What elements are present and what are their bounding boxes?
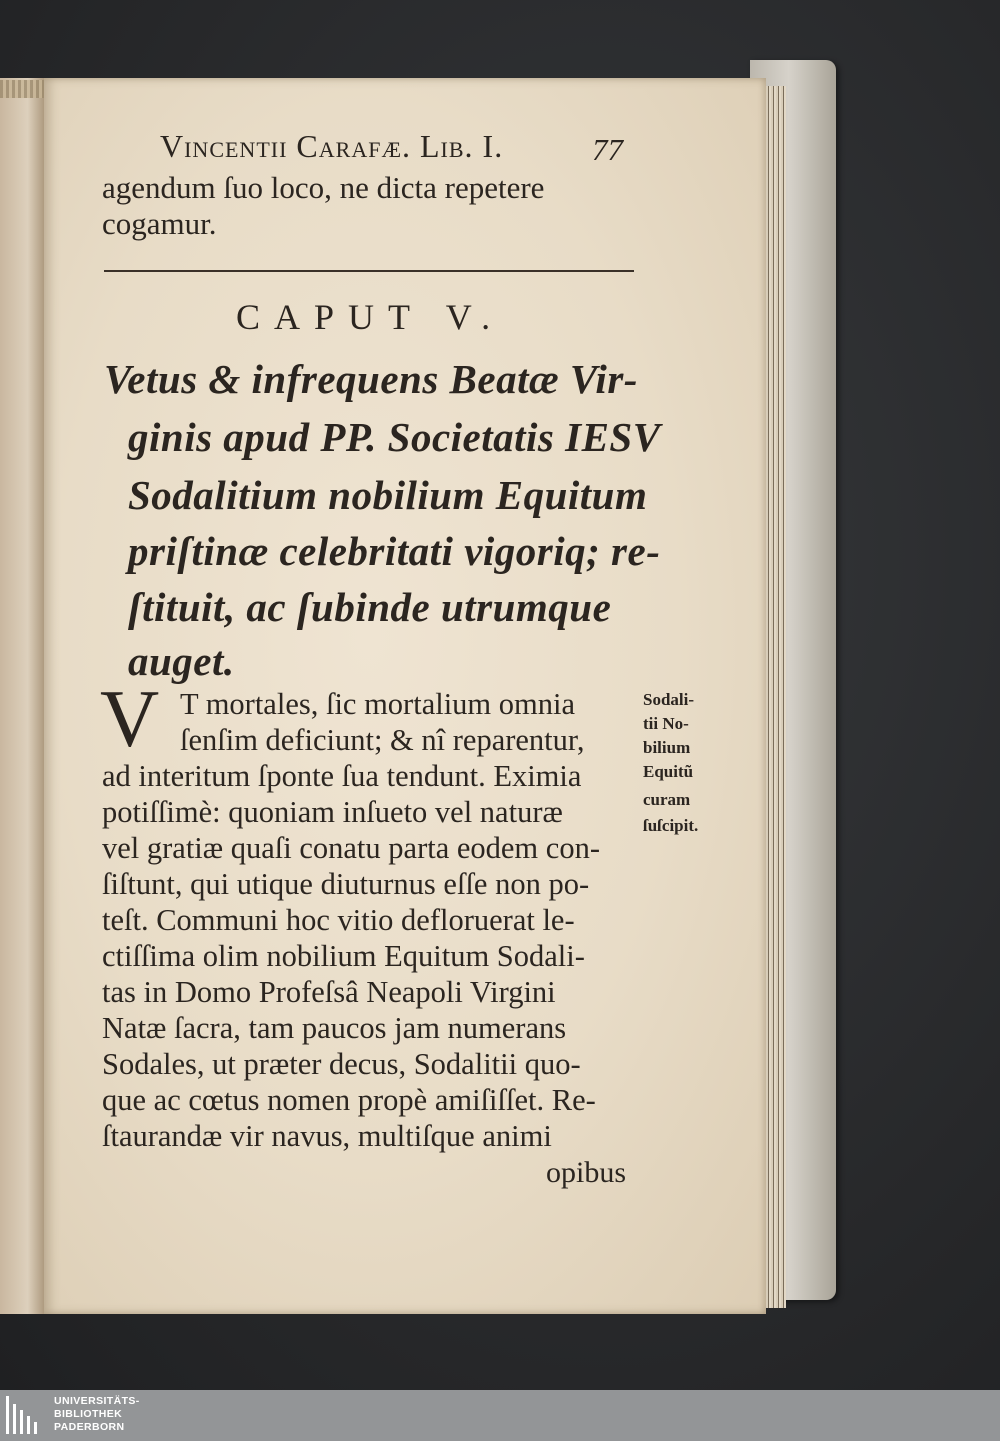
text-line: vel gratiæ quaſi conatu parta eodem con- <box>102 831 600 865</box>
library-name-line: PADERBORN <box>54 1421 125 1433</box>
text-line: teſt. Communi hoc vitio defloruerat le- <box>102 903 575 937</box>
section-rule <box>104 270 634 272</box>
marginal-note-line: Sodali- <box>643 690 695 709</box>
text-line: ſtaurandæ vir navus, multiſque animi <box>102 1119 552 1153</box>
running-head: Vincentii Carafæ. Lib. I. <box>160 128 504 164</box>
catchword: opibus <box>546 1156 627 1189</box>
chapter-title-line: Sodalitium nobilium Equitum <box>128 472 648 518</box>
text-line: ſenſim deficiunt; & nî reparentur, <box>180 723 585 757</box>
library-name-line: UNIVERSITÄTS- <box>54 1395 140 1407</box>
opening-line: cogamur. <box>102 206 217 241</box>
opening-line: agendum ſuo loco, ne dicta repetere <box>102 170 545 205</box>
marginal-note-line: ſuſcipit. <box>643 816 699 835</box>
chapter-title-line: priſtinæ celebritati vigoriq; re- <box>128 528 661 574</box>
text-line: ctiſſima olim nobilium Equitum Sodali- <box>102 939 585 973</box>
text-line: potiſſimè: quoniam inſueto vel naturæ <box>102 795 563 829</box>
chapter-title-line: ſtituit, ac ſubinde utrumque <box>128 584 612 630</box>
page-number: 77 <box>592 132 623 167</box>
text-line: que ac cœtus nomen propè amiſiſſet. Re- <box>102 1083 596 1117</box>
library-name-line: BIBLIOTHEK <box>54 1408 123 1420</box>
text-line: T mortales, ſic mortalium omnia <box>180 687 576 721</box>
library-name <box>54 1395 140 1434</box>
text-line: tas in Domo Profeſsâ Neapoli Virgini <box>102 975 556 1009</box>
marginal-note-line: Equitũ <box>643 762 694 781</box>
footer-bar <box>0 1390 1000 1441</box>
text-line: ad interitum ſponte ſua tendunt. Eximia <box>102 759 582 793</box>
drop-cap: V <box>100 673 160 764</box>
text-line: Sodales, ut præter decus, Sodalitii quo- <box>102 1047 581 1081</box>
chapter-title-line: ginis apud PP. Societatis IESV <box>128 414 661 460</box>
chapter-title-line: Vetus & infrequens Beatæ Vir- <box>104 356 638 402</box>
marginal-note-line: tii No- <box>643 714 689 733</box>
text-line: Natæ ſacra, tam paucos jam numerans <box>102 1011 567 1045</box>
text-line: ſiſtunt, qui utique diuturnus eſſe non po- <box>102 867 590 901</box>
left-facing-page <box>0 78 48 1314</box>
library-logo-icon <box>6 1396 46 1434</box>
marginal-note-line: bilium <box>643 738 691 757</box>
chapter-heading: CAPUT V. <box>236 297 505 337</box>
marginal-note-line: curam <box>643 790 691 809</box>
chapter-title-line: auget. <box>128 638 235 684</box>
